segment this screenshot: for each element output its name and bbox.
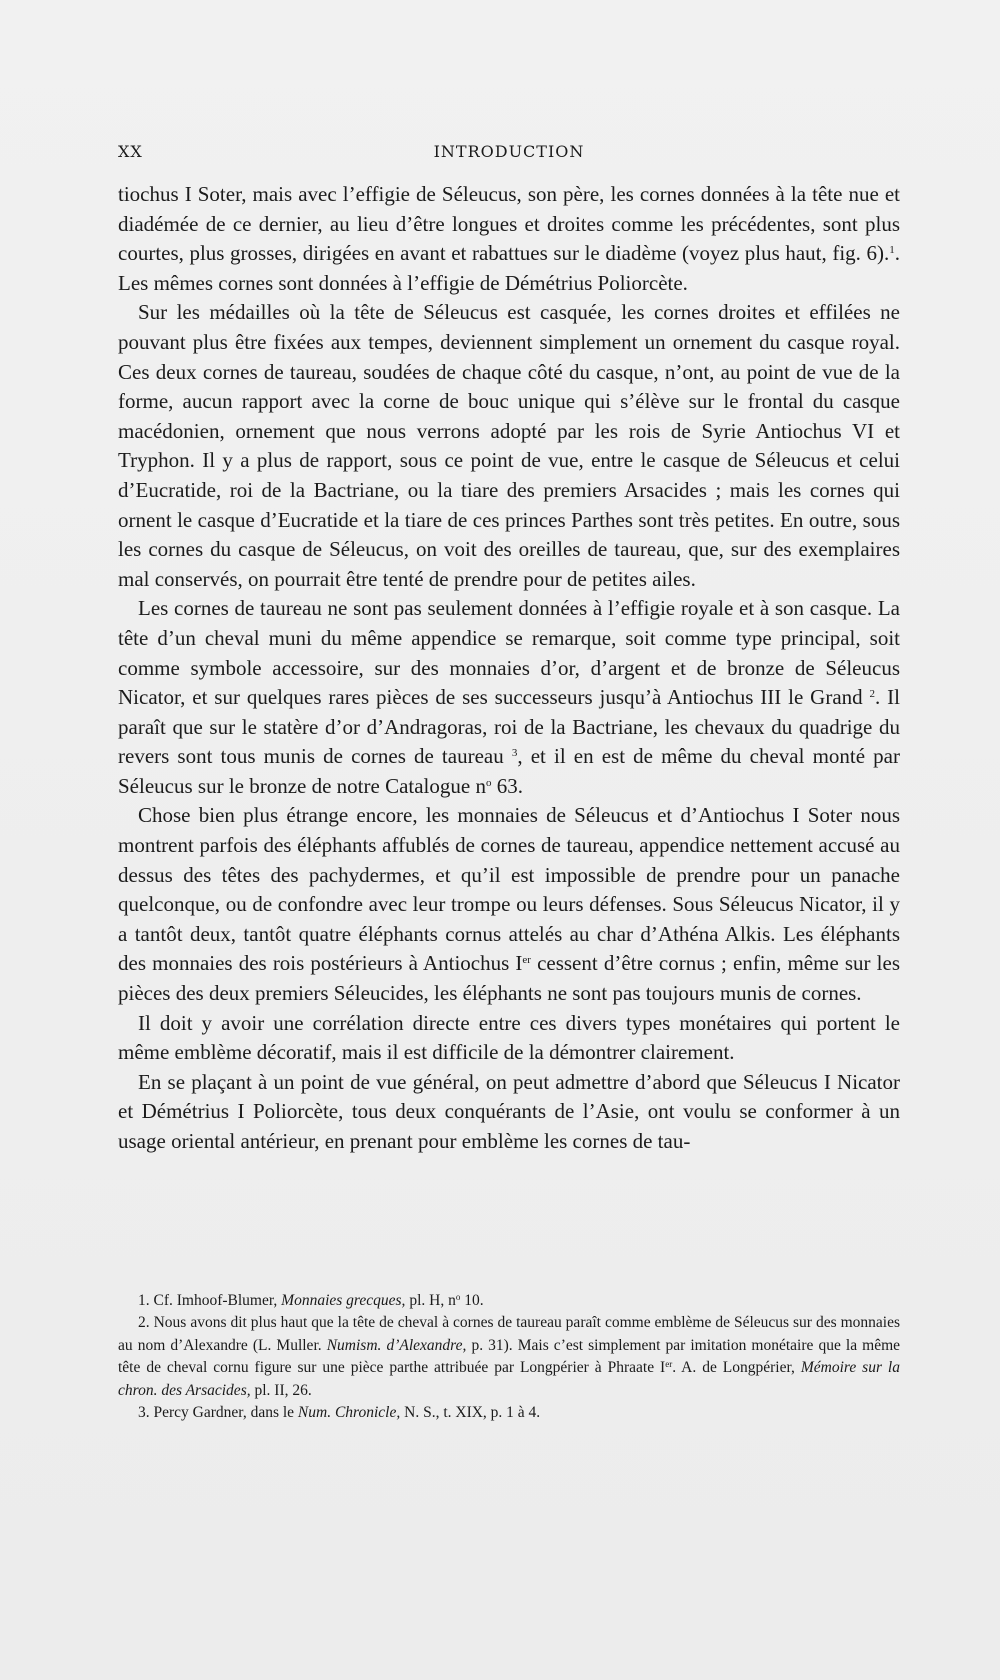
footnote-text: 10. (464, 1292, 484, 1309)
paragraph-6 (118, 1068, 900, 1157)
body-text (118, 180, 900, 1157)
note-ref-2: 2 (869, 688, 876, 701)
footnote-1 (118, 1290, 900, 1312)
paragraph-text: 63. (491, 773, 523, 798)
paragraph-1: tiochus I Soter, mais avec l’effigie de Séleucus, son père, les cornes données à la tête nue et diadémée de ce dernier, au lieu d’être longues et droites comme les précédentes, sont plus courtes, plus grosses, dirigées en avant et rabattues sur le diadème (voyez plus haut, fig. 6).$^1$. Les mêmes cornes sont données à l’effigie de Démétrius Poliorcète. (118, 182, 900, 295)
paragraph-text: En se plaçant à un point de vue général, on peut admettre d’abord que Séleucus I Nicator et Démétrius I Poliorcète, tous deux conquérants de l’Asie, ont voulu se conformer à un usage oriental antérieur, en prenant pour emblème les cornes de tau- (118, 1069, 900, 1153)
footnote-3 (118, 1402, 900, 1424)
footnote-title: Mémoire sur la chron. des Arsacides, (118, 1359, 900, 1399)
footnote-text: . A. de Longpérier, (672, 1359, 795, 1377)
paragraph-text: Il doit y avoir une corrélation directe entre ces divers types monétaires qui portent le même emblème décoratif, mais il est difficile de la démontrer clairement. (118, 1010, 900, 1065)
footnote-text: pl. II, 26. (254, 1381, 312, 1399)
footnote-text: Cf. Imhoof-Blumer, (153, 1292, 278, 1309)
running-title: INTRODUCTION (433, 142, 585, 161)
footnote-text: Percy Gardner, dans le (153, 1404, 295, 1422)
footnote-title: Num. Chronicle, (297, 1404, 401, 1422)
paragraph-text: Sur les médailles où la tête de Séleucus est casquée, les cornes droites et effilées ne pouvant plus être fixées aux tempes, deviennent simplement un ornement du casque royal. Ces deux cornes de taureau, soudées de chaque côté du casque, n’ont, au point de vue de la forme, aucun rapport avec la corne de bouc unique qui s’élève sur le frontal du casque macédonien, ornement que nous verrons adopté par les rois de Syrie Antiochus VI et Tryphon. Il y a plus de rapport, sous ce point de vue, entre le casque de Séleucus et celui d’Eucratide, roi de la Bactriane, ou la tiare des premiers Arsacides ; mais les cornes qui ornent le casque d’Eucratide et la tiare de ces princes Parthes sont très petites. En outre, sous les cornes du casque de Séleucus, on voit des oreilles de taureau, que, sur des exemplaires mal conservés, on pourrait être tenté de prendre pour de petites ailes. (118, 300, 900, 591)
ordinal-sup: er (665, 1359, 673, 1370)
ordinal-sup: er (522, 954, 531, 967)
footnote-text: pl. H, n (409, 1292, 456, 1309)
paragraph-text: tiochus I Soter, mais avec l’effigie de Séleucus, son père, les cornes données à la tête nue et diadémée de ce dernier, au lieu d’être longues et droites comme les précédentes, sont plus courtes, plus grosses, dirigées en avant et rabattues sur le diadème (voyez plus haut, fig. 6). (118, 182, 900, 266)
page-number: XX (118, 142, 143, 161)
footnote-number: 1. (138, 1292, 150, 1309)
footnote-text: Nous avons dit plus haut que la tête de cheval à cornes de taureau paraît comme emblème de Séleucus sur des monnaies au nom d’Alexandre (L. Muller. (118, 1314, 900, 1354)
footnote-2 (118, 1312, 900, 1402)
paragraph-2 (118, 298, 900, 594)
paragraph-text: , et il en est de même du cheval monté par Séleucus sur le bronze de notre Catalogue n (118, 744, 900, 798)
paragraph-text: Les cornes de taureau ne sont pas seulement données à l’effigie royale et à son casque. La tête d’un cheval muni du même appendice se remarque, soit comme type principal, soit comme symbole accessoire, sur des monnaies d’or, d’argent et de bronze de Séleucus Nicator, et sur quelques rares pièces de ses successeurs jusqu’à Antiochus III le Grand (118, 596, 900, 710)
paragraph-text: Chose bien plus étrange encore, les monnaies de Séleucus et d’Antiochus I Soter nous montrent parfois des éléphants affublés de cornes de taureau, appendice nettement accusé au dessus des têtes des pachydermes, et qu’il est impossible de prendre pour un panache quelconque, ou de confondre avec leur trompe ou leurs défenses. Sous Séleucus Nicator, il y a tantôt deux, tantôt quatre éléphants cornus attelés au char d’Athéna Alkis. Les éléphants des monnaies des rois postérieurs à Antiochus I (118, 803, 900, 976)
paragraph-5 (118, 1009, 900, 1068)
paragraph-4 (118, 801, 900, 1008)
footnotes (118, 1290, 900, 1424)
paragraph-text: cessent d’être cornus ; enfin, même sur les pièces des deux premiers Séleucides, les éléphants ne sont pas toujours munis de cornes. (118, 951, 900, 1006)
footnote-number: 2. (138, 1314, 150, 1332)
ordinal-sup: o (485, 776, 492, 789)
note-ref-3: 3 (511, 747, 518, 760)
paragraph-3 (118, 594, 900, 801)
running-head (118, 142, 900, 166)
paragraph-text: Les mêmes cornes sont données à l’effigie de Démétrius Poliorcète. (118, 270, 688, 295)
footnote-title: Numism. d’Alexandre, (326, 1336, 467, 1354)
paragraph-text: . Il paraît que sur le statère d’or d’Andragoras, roi de la Bactriane, les chevaux du quadrige du revers sont tous munis de cornes de taureau (118, 685, 901, 769)
note-ref-1: 1 (889, 244, 895, 257)
footnote-title: Monnaies grecques, (281, 1292, 406, 1309)
ordinal-sup: o (455, 1292, 461, 1302)
footnote-number: 3. (138, 1404, 150, 1422)
footnote-text: N. S., t. XIX, p. 1 à 4. (404, 1404, 541, 1422)
footnote-text: p. 31). Mais c’est simplement par imitation monétaire que la même tête de cheval cornu figure sur une pièce parthe attribuée par Longpérier à Phraate I (118, 1336, 901, 1377)
